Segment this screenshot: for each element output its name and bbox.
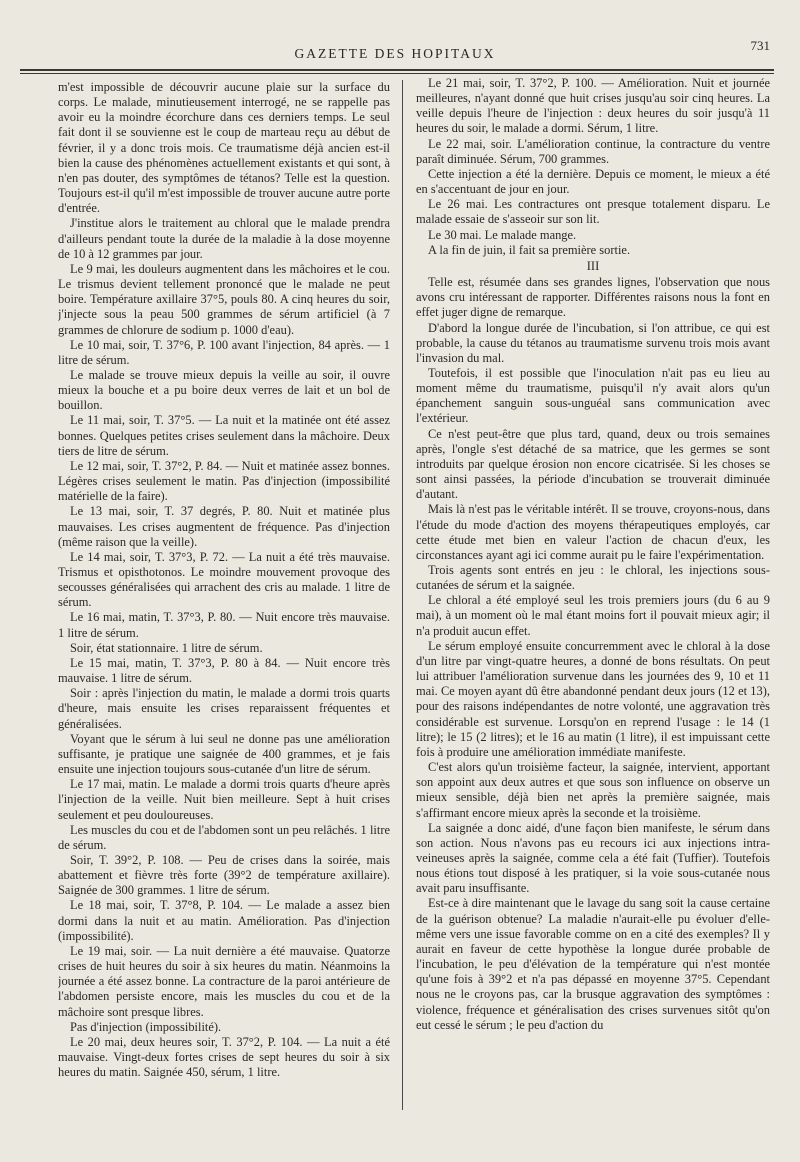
paragraph: Cette injection a été la dernière. Depuis ce moment, le mieux a été en s'accentuant de jour en jour. bbox=[416, 166, 770, 197]
header-rule-thick bbox=[20, 69, 774, 71]
paragraph: D'abord la longue durée de l'incubation, si l'on attribue, ce qui est probable, la cause du tétanos au traumatisme survenu trois mois avant l'invasion du mal. bbox=[416, 320, 770, 365]
paragraph: m'est impossible de découvrir aucune plaie sur la surface du corps. Le malade, minutieusement interrogé, ne se rappelle pas avoir eu la moindre écorchure dans ces derniers temps. Le seul fait dont il se souvienne est le coup de marteau reçu au début de février, il y a donc trois mois. Ce traumatisme déjà ancien est-il bien la cause des phénomènes actuellement existants et qui sont, à n'en pas douter, des symptômes de tétanos? Telle est la question. Toujours est-il qu'il m'est impossible de trouver aucune autre porte d'entrée. bbox=[58, 80, 390, 216]
paragraph: Le 9 mai, les douleurs augmentent dans les mâchoires et le cou. Le trismus devient tellement prononcé que le malade ne peut boire. Température axillaire 37°5, pouls 80. A cinq heures du soir, j'injecte sous la peau 500 grammes de sérum artificiel (à 7 grammes de chlorure de sodium p. 1000 d'eau). bbox=[58, 261, 390, 337]
paragraph: Le chloral a été employé seul les trois premiers jours (du 6 au 9 mai), à un moment où le mal étant moins fort il pouvait mieux agir; il n'a produit aucun effet. bbox=[416, 593, 770, 638]
paragraph: Soir, état stationnaire. 1 litre de sérum. bbox=[70, 640, 263, 655]
paragraph: Toutefois, il est possible que l'inoculation n'ait pas eu lieu au moment même du traumatisme, puisqu'il n'y avait alors qu'un épanchement sanguin sous-unguéal sans communication avec l'extérieur. bbox=[416, 365, 770, 426]
paragraph: Le 17 mai, matin. Le malade a dormi trois quarts d'heure après l'injection de la veille. Nuit bien meilleure. Sept à huit crises seulement et peu douloureuses. bbox=[58, 777, 390, 822]
page-number: 731 bbox=[750, 38, 770, 53]
paragraph: Le 20 mai, deux heures soir, T. 37°2, P. 104. — La nuit a été mauvaise. Vingt-deux fortes crises de sept heures du soir à six heures du matin. Saignée 450, sérum, 1 litre. bbox=[58, 1034, 390, 1080]
paragraph: Est-ce à dire maintenant que le lavage du sang soit la cause certaine de la guérison obtenue? La maladie n'aurait-elle pu évoluer d'elle-même vers une issue favorable comme on en a cité des exemples? Il y aurait en faveur de cette hypothèse la longue durée probable de l'incubation, le peu d'élévation de la température qui n'est montée qu'une fois à 39°2 et n'a pas dépassé en moyenne 37°5. Cependant nous ne le croyons pas, car la brusque aggravation des symptômes : violence, fréquence et généralisation des crises survenues sitôt qu'on eut cessé le sérum ; le peu d'action du bbox=[416, 896, 770, 1032]
paragraph: J'institue alors le traitement au chloral que le malade prendra d'ailleurs pendant toute la durée de la maladie à la dose moyenne de 10 à 12 grammes par jour. bbox=[58, 216, 390, 261]
paragraph: Soir, T. 39°2, P. 108. — Peu de crises dans la soirée, mais abattement et fièvre très forte (39°2 de température axillaire). Saignée de 300 grammes. 1 litre de sérum. bbox=[58, 852, 390, 898]
journal-title: GAZETTE DES HOPITAUX bbox=[294, 46, 496, 61]
paragraph: Le 18 mai, soir, T. 37°8, P. 104. — Le malade a assez bien dormi dans la nuit et au matin. Amélioration. Pas d'injection (impossibilité). bbox=[58, 898, 390, 943]
left-column bbox=[58, 80, 390, 1146]
paragraph: Le 15 mai, matin, T. 37°3, P. 80 à 84. — Nuit encore très mauvaise. 1 litre de sérum. bbox=[58, 655, 390, 686]
paragraph: Telle est, résumée dans ses grandes lignes, l'observation que nous avons cru intéressant de rapporter. Différentes raisons nous la font en effet juger digne de remarque. bbox=[416, 275, 770, 320]
paragraph: Ce n'est peut-être que plus tard, quand, deux ou trois semaines après, l'ongle s'est détaché de sa matrice, que les germes se sont introduits par quelque érosion non encore cicatrisée. Si les choses se sont ainsi passées, la période d'incubation se trouverait diminuée d'autant. bbox=[416, 426, 770, 502]
paragraph: Le 26 mai. Les contractures ont presque totalement disparu. Le malade essaie de s'asseoir sur son lit. bbox=[416, 197, 770, 227]
paragraph: Les muscles du cou et de l'abdomen sont un peu relâchés. 1 litre de sérum. bbox=[58, 822, 390, 852]
paragraph: Le 13 mai, soir, T. 37 degrés, P. 80. Nuit et matinée plus mauvaises. Les crises augmentent de fréquence. Pas d'injection (même raison que la veille). bbox=[58, 504, 390, 549]
paragraph: Le malade se trouve mieux depuis la veille au soir, il ouvre mieux la bouche et a pu boire deux verres de lait et un bol de bouillon. bbox=[58, 367, 390, 413]
column-divider bbox=[402, 80, 403, 1110]
paragraph: La saignée a donc aidé, d'une façon bien manifeste, le sérum dans son action. Nous n'avons pas eu recours ici aux injections intra-veineuses après la saignée, comme cela a été fait (Tuffier). Toutefois nous étions tout disposé à les pratiquer, si la voie sous-cutanée nous avait paru insuffisante. bbox=[416, 820, 770, 896]
paragraph: Mais là n'est pas le véritable intérêt. Il se trouve, croyons-nous, dans l'étude du mode d'action des moyens thérapeutiques employés, car cette étude met bien en valeur l'action de chacun d'eux, les circonstances ayant agi ici comme aurait pu le faire l'expérimentation. bbox=[416, 502, 770, 562]
paragraph: Le sérum employé ensuite concurremment avec le chloral à la dose d'un litre par vingt-quatre heures, a donné de bons résultats. On peut lui attribuer l'amélioration survenue dans les journées des 9, 10 et 11 mai. Ce moyen ayant dû être abandonné pendant deux jours (12 et 13), pour des raisons indépendantes de notre volonté, une aggravation très considérable est survenue. Lorsqu'on en reprend l'usage : le 14 (1 litre); le 15 (2 litres); et le 16 au matin (1 litre), il est impuissant cette fois à produire une amélioration immédiate manifeste. bbox=[416, 638, 770, 759]
right-column bbox=[416, 76, 770, 1142]
paragraph: Voyant que le sérum à lui seul ne donne pas une amélioration suffisante, je pratique une saignée de 400 grammes, et je fais ensuite une injection toujours sous-cutanée d'un litre de sérum. bbox=[58, 731, 390, 777]
paragraph: Le 16 mai, matin, T. 37°3, P. 80. — Nuit encore très mauvaise. 1 litre de sérum. bbox=[58, 610, 390, 640]
paragraph: Le 11 mai, soir, T. 37°5. — La nuit et la matinée ont été assez bonnes. Quelques petites crises seulement dans la mâchoire. Deux tiers de litre de sérum. bbox=[58, 413, 390, 458]
paragraph: Le 21 mai, soir, T. 37°2, P. 100. — Amélioration. Nuit et journée meilleures, n'ayant donné que huit crises jusqu'au soir cinq heures. La veille depuis l'heure de l'injection : deux heures du soir jusqu'à 11 heures du soir, le malade a dormi. Sérum, 1 litre. bbox=[416, 76, 770, 136]
section-heading: III bbox=[586, 258, 600, 273]
paragraph: Trois agents sont entrés en jeu : le chloral, les injections sous-cutanées de sérum et la saignée. bbox=[416, 563, 770, 593]
paragraph: Le 30 mai. Le malade mange. bbox=[428, 227, 577, 242]
running-header bbox=[20, 38, 770, 68]
paragraph: A la fin de juin, il fait sa première sortie. bbox=[428, 242, 631, 257]
paragraph: Le 22 mai, soir. L'amélioration continue, la contracture du ventre paraît diminuée. Sérum, 700 grammes. bbox=[416, 136, 770, 166]
paragraph: Le 12 mai, soir, T. 37°2, P. 84. — Nuit et matinée assez bonnes. Légères crises seulement le matin. Pas d'injection (impossibilité matérielle de la faire). bbox=[58, 458, 390, 504]
paragraph: Le 14 mai, soir, T. 37°3, P. 72. — La nuit a été très mauvaise. Trismus et opisthotonos. Le moindre mouvement provoque des secousses généralisées qui arrachent des cris au malade. 1 litre de sérum. bbox=[58, 549, 390, 610]
paragraph: Le 10 mai, soir, T. 37°6, P. 100 avant l'injection, 84 après. — 1 litre de sérum. bbox=[58, 337, 390, 367]
paragraph: Soir : après l'injection du matin, le malade a dormi trois quarts d'heure, mais ensuite les crises reparaissent fréquentes et généralisées. bbox=[58, 686, 390, 731]
paragraph: Pas d'injection (impossibilité). bbox=[70, 1019, 222, 1034]
paragraph: C'est alors qu'un troisième facteur, la saignée, intervient, apportant son appoint aux deux autres et que sous son influence on observe un mieux sensible, déjà bien net après la première saignée, mais s'affirmant encore mieux après la seconde et la troisième. bbox=[416, 760, 770, 820]
paragraph: Le 19 mai, soir. — La nuit dernière a été mauvaise. Quatorze crises de huit heures du soir à six heures du matin. Néanmoins la journée a été assez bonne. La contracture de la paroi antérieure de l'abdomen persiste encore, mais les muscles du cou et de la mâchoire sont presque libres. bbox=[58, 943, 390, 1019]
header-rule-thin bbox=[20, 73, 774, 74]
